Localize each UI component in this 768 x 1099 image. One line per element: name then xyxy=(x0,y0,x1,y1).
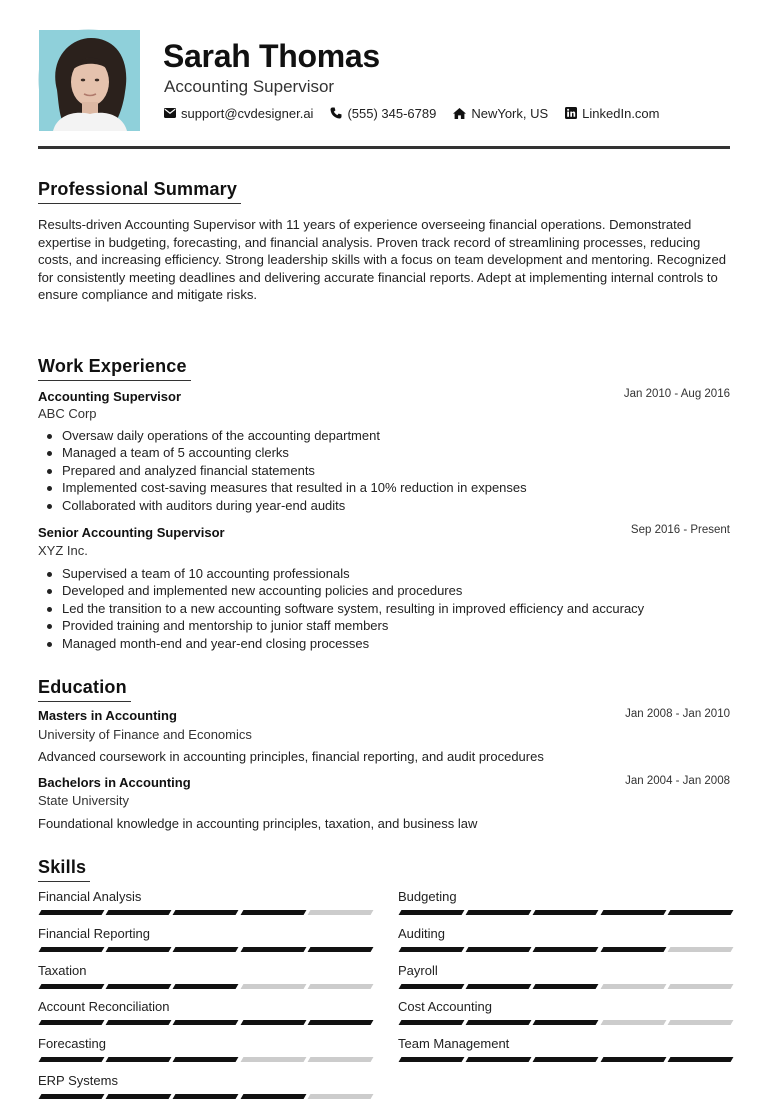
candidate-role: Accounting Supervisor xyxy=(164,77,335,96)
skill-name: ERP Systems xyxy=(38,1073,118,1088)
skill-segment-filled xyxy=(106,910,172,915)
skill-segment-filled xyxy=(600,947,666,952)
degree-description: Foundational knowledge in accounting principles, taxation, and business law xyxy=(38,816,478,831)
skill-segment-filled xyxy=(307,947,373,952)
list-item: Managed month-end and year-end closing processes xyxy=(62,635,722,652)
skill-segment-filled xyxy=(533,1020,599,1025)
skill-segment-filled xyxy=(667,1057,733,1062)
skill-segment-filled xyxy=(106,1094,172,1099)
contact-email-text: support@cvdesigner.ai xyxy=(181,105,314,121)
skill-segment-filled xyxy=(466,910,532,915)
skill-segment-filled xyxy=(466,1020,532,1025)
list-item: Oversaw daily operations of the accounting department xyxy=(62,427,722,444)
degree-description: Advanced coursework in accounting principles, financial reporting, and audit procedures xyxy=(38,749,544,764)
summary-heading: Professional Summary xyxy=(38,178,241,204)
skill-segment-filled xyxy=(466,984,532,989)
skill-level-bar xyxy=(40,910,372,915)
avatar xyxy=(38,29,139,130)
skill-segment-filled xyxy=(533,947,599,952)
skill-segment-filled xyxy=(399,984,465,989)
skill-name: Payroll xyxy=(398,962,438,978)
skill-segment-filled xyxy=(240,947,306,952)
contact-location xyxy=(453,106,548,121)
skill-name: Cost Accounting xyxy=(398,999,492,1015)
skill-name: Taxation xyxy=(38,962,87,978)
skill-level-bar xyxy=(400,910,732,915)
skill-segment-filled xyxy=(667,910,733,915)
skill-segment-empty xyxy=(240,1057,306,1062)
contact-phone-text: (555) 345-6789 xyxy=(347,105,437,121)
contact-phone[interactable] xyxy=(330,106,436,121)
skill-name: Budgeting xyxy=(398,889,457,904)
skill-level-bar xyxy=(40,1094,372,1099)
skill-segment-empty xyxy=(667,984,733,989)
skill-segment-filled xyxy=(173,1020,239,1025)
skill-segment-filled xyxy=(399,1057,465,1062)
skill-segment-filled xyxy=(240,910,306,915)
skill-segment-filled xyxy=(240,1094,306,1099)
job-bullets xyxy=(62,427,722,514)
skill-name: Forecasting xyxy=(38,1036,106,1052)
skill-segment-filled xyxy=(39,1094,105,1099)
skill-level-bar xyxy=(40,947,372,952)
list-item: Implemented cost-saving measures that resulted in a 10% reduction in expenses xyxy=(62,479,722,496)
skill-level-bar xyxy=(400,947,732,952)
skill-level-bar xyxy=(40,1020,372,1025)
list-item: Prepared and analyzed financial statements xyxy=(62,462,722,479)
phone-icon xyxy=(330,107,342,119)
skill-level-bar xyxy=(40,984,372,989)
skills-heading: Skills xyxy=(38,856,90,882)
job-title: Senior Accounting Supervisor xyxy=(38,525,225,540)
skill-segment-filled xyxy=(399,947,465,952)
experience-heading: Work Experience xyxy=(38,355,191,381)
skill-segment-filled xyxy=(533,984,599,989)
job-company: XYZ Inc. xyxy=(38,543,88,558)
skill-segment-filled xyxy=(106,984,172,989)
skill-segment-filled xyxy=(39,1020,105,1025)
degree-title: Masters in Accounting xyxy=(38,708,177,723)
job-dates: Sep 2016 - Present xyxy=(630,524,730,536)
skill-segment-empty xyxy=(307,1094,373,1099)
skill-segment-empty xyxy=(600,1020,666,1025)
list-item: Managed a team of 5 accounting clerks xyxy=(62,444,722,461)
home-icon xyxy=(453,108,466,119)
skill-segment-filled xyxy=(39,984,105,989)
skill-segment-filled xyxy=(240,1020,306,1025)
skill-segment-empty xyxy=(307,910,373,915)
skill-segment-empty xyxy=(240,984,306,989)
skill-segment-filled xyxy=(39,947,105,952)
degree-dates: Jan 2008 - Jan 2010 xyxy=(625,708,730,720)
contact-location-text: NewYork, US xyxy=(471,105,549,121)
skill-segment-filled xyxy=(533,1057,599,1062)
skill-segment-filled xyxy=(600,910,666,915)
skill-segment-filled xyxy=(173,984,239,989)
contact-linkedin-text: LinkedIn.com xyxy=(582,105,660,121)
contact-list xyxy=(164,104,677,122)
linkedin-icon xyxy=(565,107,577,119)
contact-linkedin[interactable] xyxy=(565,106,659,121)
degree-dates: Jan 2004 - Jan 2008 xyxy=(625,775,730,787)
skill-segment-filled xyxy=(399,910,465,915)
job-title: Accounting Supervisor xyxy=(38,389,182,404)
skill-name: Financial Analysis xyxy=(38,889,142,904)
skill-segment-filled xyxy=(106,1057,172,1062)
skill-segment-empty xyxy=(307,1057,373,1062)
education-heading: Education xyxy=(38,676,131,702)
contact-email[interactable] xyxy=(164,106,313,121)
skill-segment-filled xyxy=(466,1057,532,1062)
skill-name: Team Management xyxy=(398,1036,510,1052)
skill-segment-empty xyxy=(667,947,733,952)
skill-segment-filled xyxy=(600,1057,666,1062)
skill-segment-empty xyxy=(600,984,666,989)
skill-segment-filled xyxy=(399,1020,465,1025)
job-dates: Jan 2010 - Aug 2016 xyxy=(623,388,730,400)
envelope-icon xyxy=(164,108,176,118)
skill-level-bar xyxy=(400,1057,732,1062)
skill-name: Auditing xyxy=(398,925,445,941)
skill-level-bar xyxy=(400,1020,732,1025)
list-item: Developed and implemented new accounting policies and procedures xyxy=(62,582,722,599)
skill-segment-filled xyxy=(106,947,172,952)
candidate-name: Sarah Thomas xyxy=(163,38,380,74)
job-company: ABC Corp xyxy=(38,406,97,421)
list-item: Provided training and mentorship to junior staff members xyxy=(62,617,722,634)
job-bullets xyxy=(62,565,722,652)
list-item: Supervised a team of 10 accounting professionals xyxy=(62,565,722,582)
skill-name: Financial Reporting xyxy=(38,925,151,941)
summary-text: Results-driven Accounting Supervisor with 11 years of experience overseeing financial operations. Demonstrated expertise in budgeting, forecasting, and financial analysis. Proven track record of streamlining processes, reducing costs, and increasing efficiency. Strong leadership skills with a focus on team development and mentoring. Recognized for consistently meeting deadlines and delivering accurate financial reports. Adept at implementing internal controls to ensure compliance and mitigate risks. xyxy=(38,217,727,303)
school-name: State University xyxy=(38,793,130,808)
skill-segment-filled xyxy=(39,1057,105,1062)
header-divider xyxy=(38,146,730,149)
degree-title: Bachelors in Accounting xyxy=(38,775,191,790)
skill-segment-filled xyxy=(173,910,239,915)
skill-name: Account Reconciliation xyxy=(38,999,170,1015)
skill-segment-filled xyxy=(533,910,599,915)
school-name: University of Finance and Economics xyxy=(38,727,252,742)
list-item: Collaborated with auditors during year-end audits xyxy=(62,497,722,514)
skill-segment-filled xyxy=(106,1020,172,1025)
skill-segment-filled xyxy=(39,910,105,915)
skill-level-bar xyxy=(400,984,732,989)
skill-segment-empty xyxy=(667,1020,733,1025)
skill-segment-empty xyxy=(307,984,373,989)
skill-segment-filled xyxy=(307,1020,373,1025)
skill-segment-filled xyxy=(173,1057,239,1062)
skill-segment-filled xyxy=(173,947,239,952)
skill-level-bar xyxy=(40,1057,372,1062)
skill-segment-filled xyxy=(173,1094,239,1099)
list-item: Led the transition to a new accounting software system, resulting in improved efficiency and accuracy xyxy=(62,600,722,617)
skill-segment-filled xyxy=(466,947,532,952)
